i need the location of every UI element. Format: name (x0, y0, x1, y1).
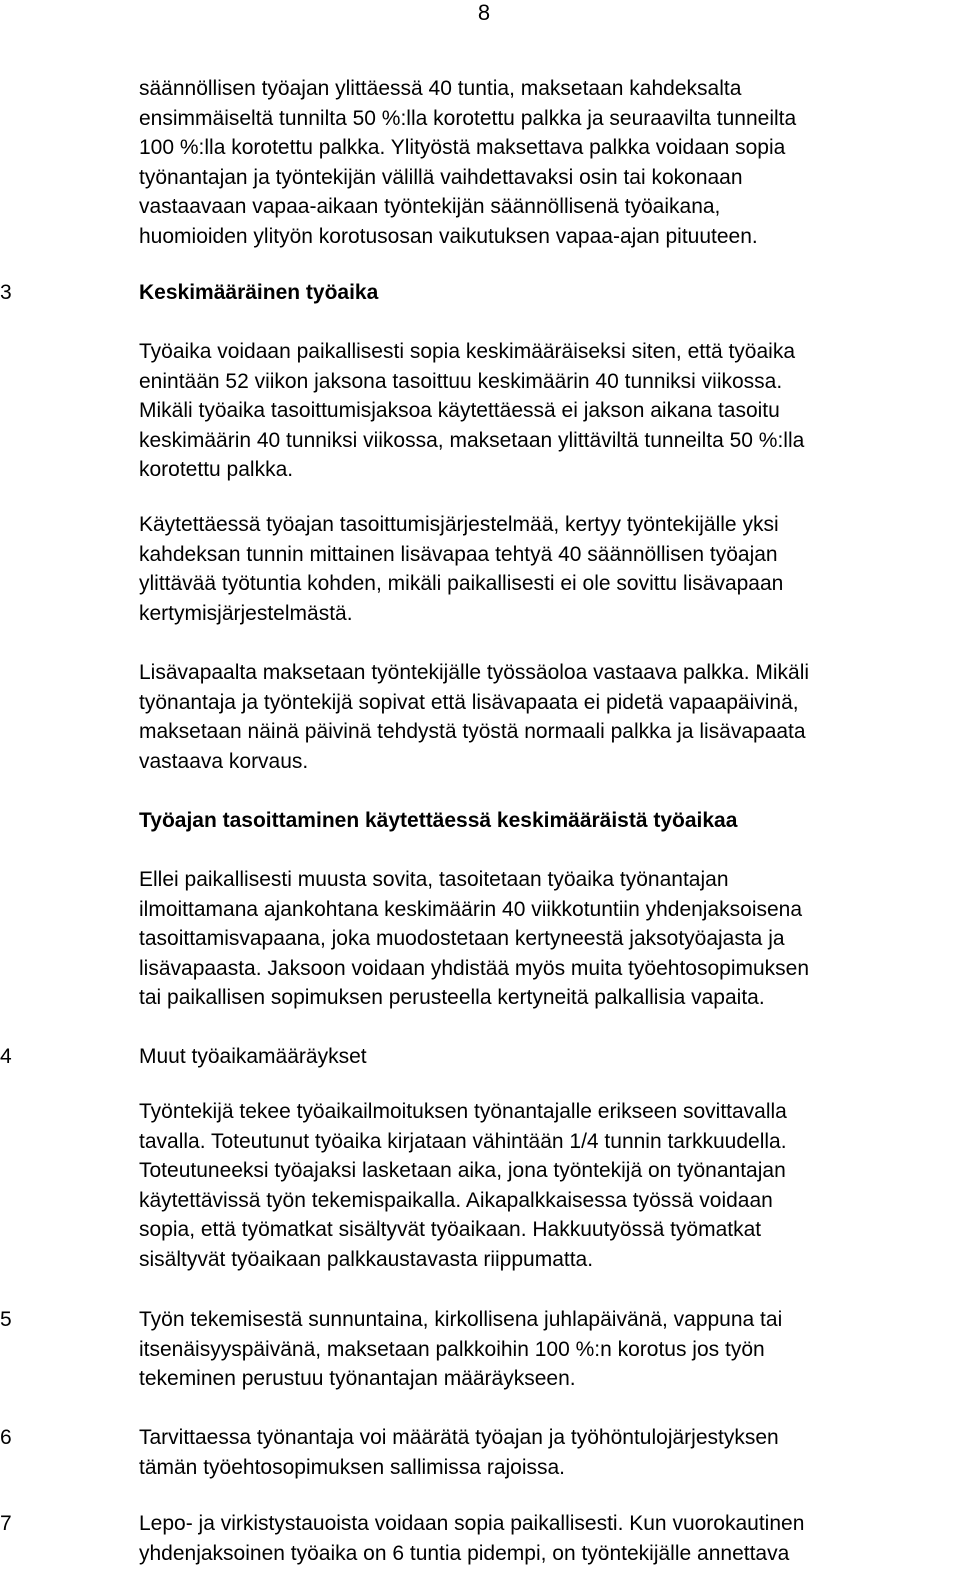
text-line: tai paikallisen sopimuksen perusteella kertyneitä palkallisia vapaita. (139, 986, 765, 1010)
text-line: huomioiden ylityön korotusosan vaikutuksen vapaa-ajan pituuteen. (139, 224, 758, 248)
text-line: ylittävää työtuntia kohden, mikäli paikallisesti ei ole sovittu lisävapaan (139, 572, 784, 596)
section-number-6: 6 (0, 1426, 12, 1449)
text-line: sisältyvät työaikaan palkkaustavasta riippumatta. (139, 1247, 594, 1271)
text-line: Lisävapaalta maksetaan työntekijälle työssäoloa vastaava palkka. Mikäli (139, 661, 810, 684)
text-line: Työaika voidaan paikallisesti sopia keskimääräiseksi siten, että työaika (139, 340, 795, 363)
section-number-5: 5 (0, 1308, 12, 1331)
section3-paragraph-1 (139, 337, 957, 485)
text-line: kertymisjärjestelmästä. (139, 601, 353, 625)
section-number-4: 4 (0, 1045, 12, 1068)
text-line: keskimäärin 40 tunniksi viikossa, maksetaan ylittäviltä tunneilta 50 %:lla (139, 428, 805, 452)
text-line: vastaavaan vapaa-aikaan työntekijän säännöllisenä työaikana, (139, 195, 721, 219)
text-line: enintään 52 viikon jaksona tasoittuu keskimäärin 40 tunniksi viikossa. (139, 369, 783, 393)
section3-paragraph-3 (139, 658, 957, 776)
text-line: käytettävissä työn tekemispaikalla. Aikapalkkaisessa työssä voidaan (139, 1188, 773, 1212)
text-line: korotettu palkka. (139, 458, 294, 482)
section5-paragraph (139, 1305, 957, 1394)
text-line: tekeminen perustuu työnantajan määräykseen. (139, 1367, 576, 1391)
section4-paragraph (139, 1097, 957, 1275)
text-line: yhdenjaksoinen työaika on 6 tuntia pidempi, on työntekijälle annettava (139, 1541, 790, 1565)
text-line: työnantajan ja työntekijän välillä vaihdettavaksi osin tai kokonaan (139, 165, 743, 189)
text-line: Käytettäessä työajan tasoittumisjärjestelmää, kertyy työntekijälle yksi (139, 513, 779, 536)
text-line: tasoittamisvapaana, joka muodostetaan kertyneestä jaksotyöajasta ja (139, 927, 785, 951)
text-line: tämän työehtosopimuksen sallimissa rajoissa. (139, 1455, 566, 1479)
section3-paragraph-4 (139, 865, 957, 1013)
section-number-3: 3 (0, 281, 12, 304)
section6-paragraph (139, 1423, 957, 1482)
section3-paragraph-2 (139, 510, 957, 628)
text-line: tavalla. Toteutunut työaika kirjataan vähintään 1/4 tunnin tarkkuudella. (139, 1129, 787, 1153)
text-line: ensimmäiseltä tunnilta 50 %:lla korotettu palkka ja seuraavilta tunneilta (139, 106, 797, 130)
text-line: itsenäisyyspäivänä, maksetaan palkkoihin 100 %:n korotus jos työn (139, 1337, 765, 1361)
section-heading-3: Keskimääräinen työaika (139, 281, 379, 304)
text-line: Lepo- ja virkistystauoista voidaan sopia paikallisesti. Kun vuorokautinen (139, 1512, 805, 1535)
text-line: Mikäli työaika tasoittumisjaksoa käytettäessä ei jakson aikana tasoitu (139, 399, 780, 423)
text-line: vastaava korvaus. (139, 749, 309, 773)
text-line: maksetaan näinä päivinä tehdystä työstä normaali palkka ja lisävapaata (139, 720, 806, 744)
text-line: Tarvittaessa työnantaja voi määrätä työajan ja työhöntulojärjestyksen (139, 1426, 779, 1449)
continuation-paragraph (139, 74, 957, 252)
text-line: säännöllisen työajan ylittäessä 40 tuntia, maksetaan kahdeksalta (139, 77, 742, 100)
text-line: Toteutuneeksi työajaksi lasketaan aika, jona työntekijä on työnantajan (139, 1159, 786, 1183)
text-line: sopia, että työmatkat sisältyvät työaikaan. Hakkuutyössä työmatkat (139, 1218, 762, 1242)
text-line: Ellei paikallisesti muusta sovita, tasoitetaan työaika työnantajan (139, 868, 729, 891)
text-line: kahdeksan tunnin mittainen lisävapaa tehtyä 40 säännöllisen työajan (139, 542, 778, 566)
text-line: 100 %:lla korotettu palkka. Ylityöstä maksettava palkka voidaan sopia (139, 136, 786, 160)
text-line: lisävapaasta. Jaksoon voidaan yhdistää myös muita työehtosopimuksen (139, 956, 810, 980)
section3-subheading: Työajan tasoittaminen käytettäessä keskimääräistä työaikaa (139, 809, 738, 832)
text-line: Työn tekemisestä sunnuntaina, kirkollisena juhlapäivänä, vappuna tai (139, 1308, 783, 1331)
section7-paragraph (139, 1509, 957, 1568)
text-line: ilmoittamana ajankohtana keskimäärin 40 viikkotuntiin yhdenjaksoisena (139, 897, 803, 921)
text-line: Työntekijä tekee työaikailmoituksen työnantajalle erikseen sovittavalla (139, 1100, 787, 1123)
text-line: työnantaja ja työntekijä sopivat että lisävapaata ei pidetä vapaapäivinä, (139, 690, 799, 714)
section-heading-4: Muut työaikamääräykset (139, 1045, 367, 1068)
page-number: 8 (477, 0, 491, 25)
section-number-7: 7 (0, 1512, 12, 1535)
